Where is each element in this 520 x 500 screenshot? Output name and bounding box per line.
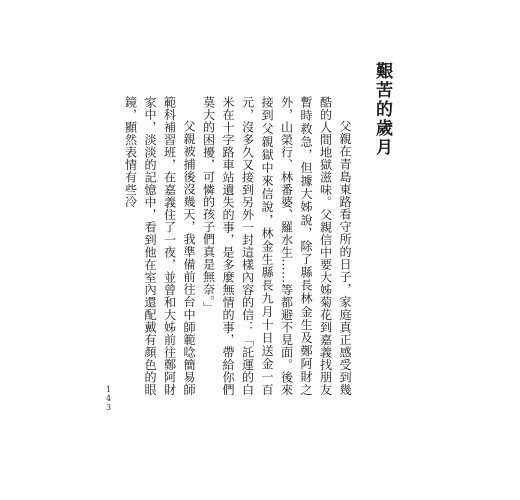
- page-number: 143: [104, 385, 113, 412]
- chapter-title: 艱苦的歲月: [372, 62, 392, 157]
- paragraph-1: 父親在青島東路看守所的日子，家庭真正感受到幾酷的人間地獄滋味。父親信中要大姊菊花到嘉義找朋友暫時救急，但據大姊說，除了縣長林金生及鄭阿財之外，山榮行、林番婆、羅水生……等都避不見面。後來接到父親獄中來信說，林金生縣長九月十日送金一百元，沒多久又接到另外一封這樣內容的信：「託運的白米在十字路車站遺失的事，是多麼無情的事，帶給你們莫大的困擾，可憐的孩子們真是無奈。」: [201, 96, 352, 396]
- body-text: [123, 96, 354, 396]
- paragraph-2: 父親被捕後沒幾天，我準備前往台中師範唸簡易師範科補習班，在嘉義住了一夜，並曾和大姊前往鄭阿財家中，淡淡的記憶中，看到他在室內還配戴有顏色的眼鏡，顯然表情有些冷: [123, 96, 196, 396]
